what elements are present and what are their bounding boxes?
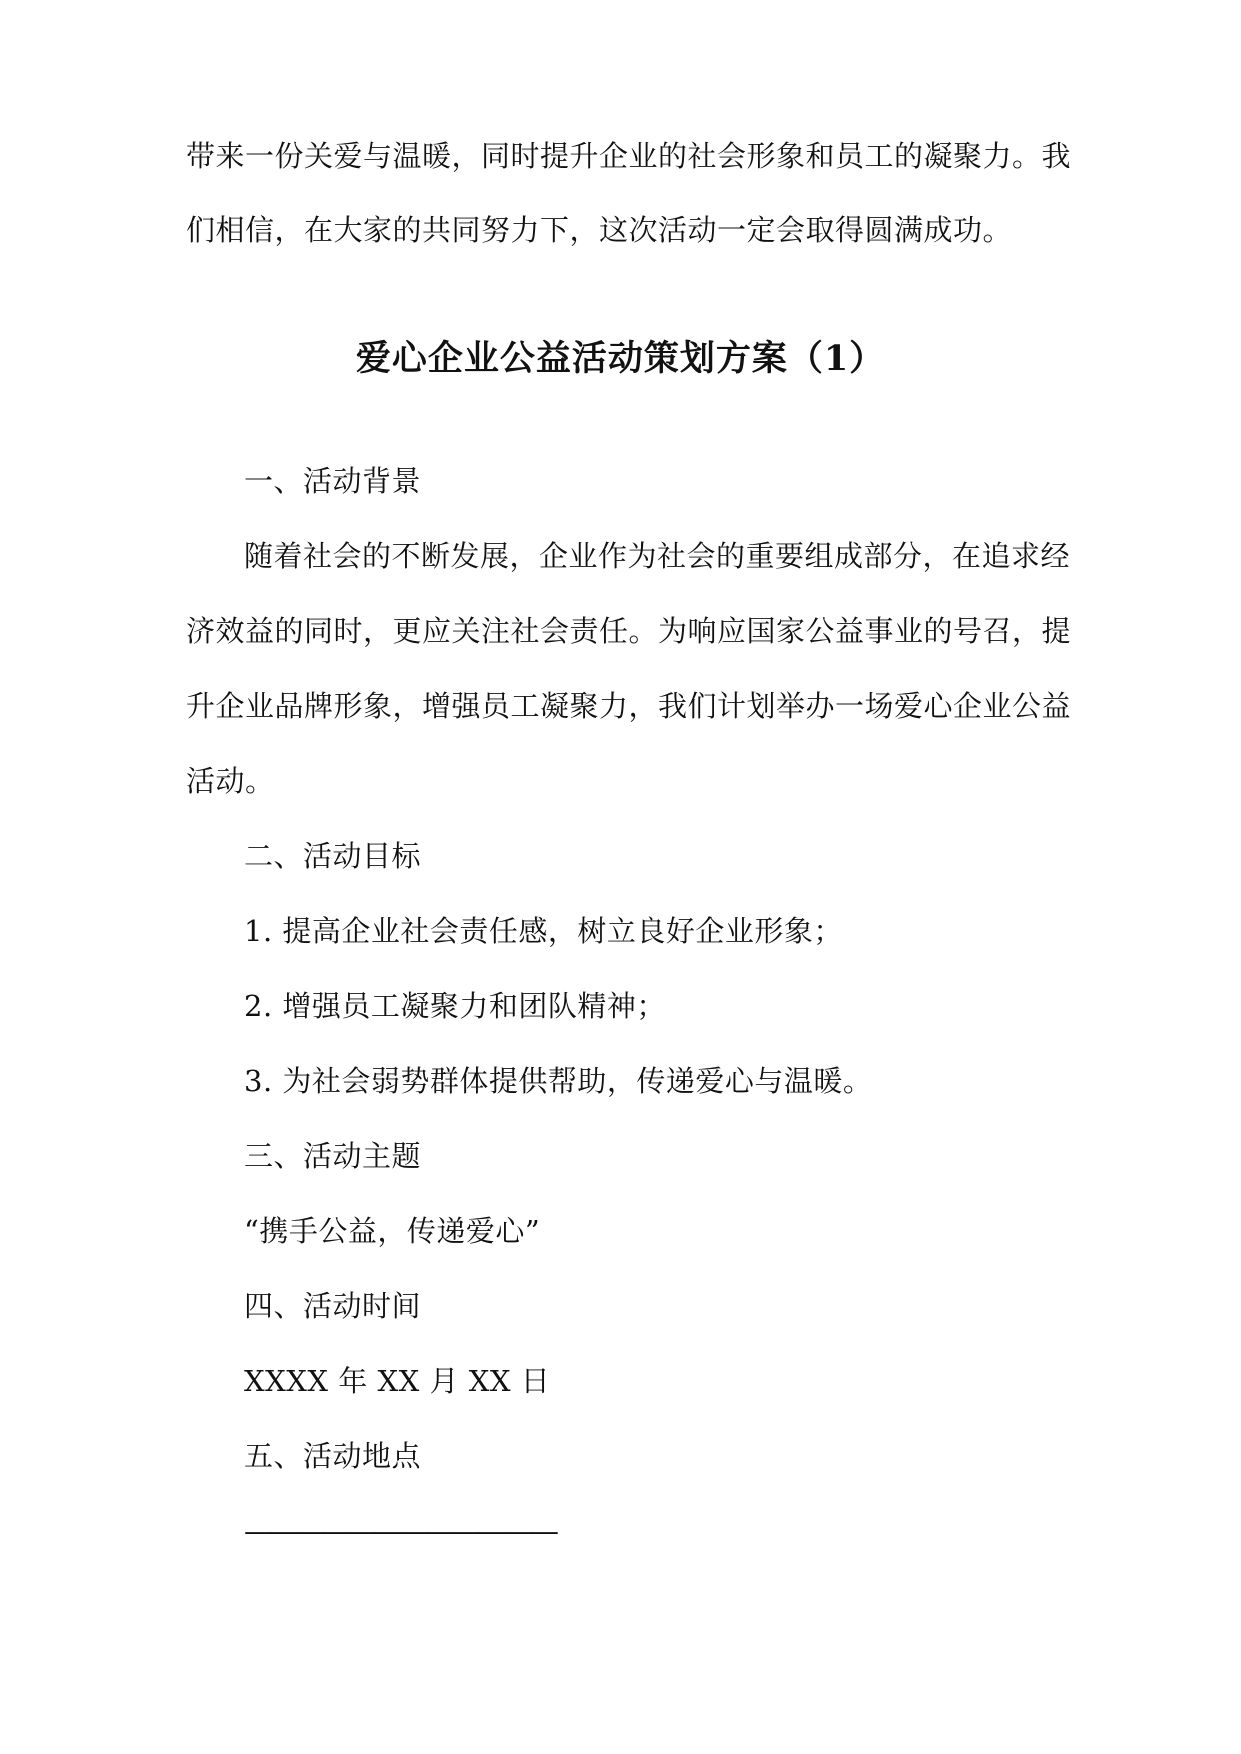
place-blank-line: ———————————— bbox=[244, 1514, 556, 1548]
section-heading-time: 四、活动时间 bbox=[244, 1289, 422, 1323]
background-paragraph-line-1: 随着社会的不断发展，企业作为社会的重要组成部分，在追求经 bbox=[244, 539, 1071, 573]
section-heading-goals: 二、活动目标 bbox=[244, 839, 422, 873]
intro-line-2: 们相信，在大家的共同努力下，这次活动一定会取得圆满成功。 bbox=[186, 213, 1013, 247]
time-text: XXXX 年 XX 月 XX 日 bbox=[244, 1364, 551, 1398]
goal-item-3: 3. 为社会弱势群体提供帮助，传递爱心与温暖。 bbox=[244, 1064, 873, 1098]
section-heading-background: 一、活动背景 bbox=[244, 464, 422, 498]
intro-line-1: 带来一份关爱与温暖，同时提升企业的社会形象和员工的凝聚力。我 bbox=[186, 139, 1072, 173]
background-paragraph-line-4: 活动。 bbox=[186, 764, 275, 798]
theme-text: “携手公益，传递爱心” bbox=[244, 1214, 541, 1248]
section-heading-theme: 三、活动主题 bbox=[244, 1139, 422, 1173]
goal-item-2: 2. 增强员工凝聚力和团队精神； bbox=[244, 989, 666, 1023]
document-title: 爱心企业公益活动策划方案（1） bbox=[355, 338, 886, 379]
background-paragraph-line-2: 济效益的同时，更应关注社会责任。为响应国家公益事业的号召，提 bbox=[186, 614, 1072, 648]
background-paragraph-line-3: 升企业品牌形象，增强员工凝聚力，我们计划举办一场爱心企业公益 bbox=[186, 689, 1072, 723]
goal-item-1: 1. 提高企业社会责任感，树立良好企业形象； bbox=[244, 914, 843, 948]
section-heading-place: 五、活动地点 bbox=[244, 1439, 422, 1473]
